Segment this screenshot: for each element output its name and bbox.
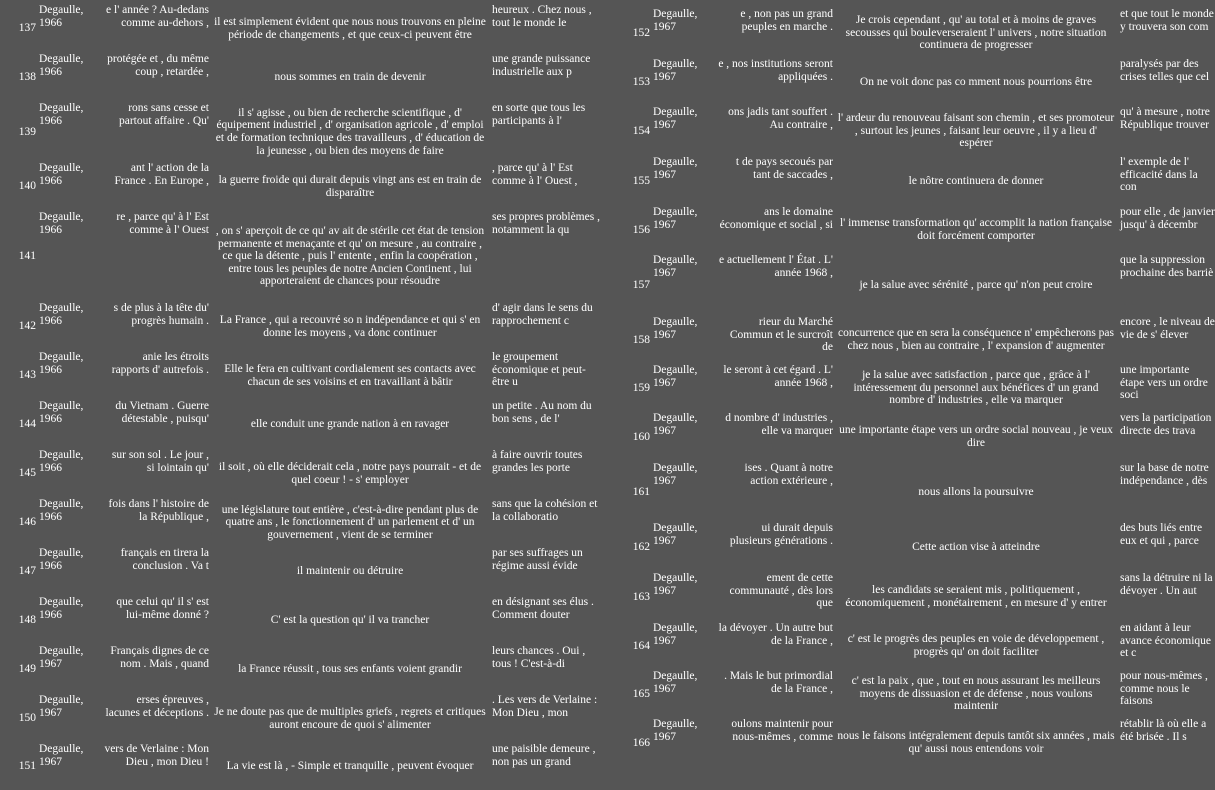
- concordance-row: [600, 718, 1207, 768]
- concordance-row: [600, 254, 1214, 316]
- left-context: ans le domaine économique et social , si: [719, 206, 833, 231]
- keyword-context: C' est la question qu' il va trancher: [270, 614, 430, 627]
- line-number: 138: [18, 71, 36, 84]
- line-number: 153: [632, 75, 650, 88]
- line-number: 162: [632, 540, 650, 553]
- concordance-row: [0, 743, 600, 790]
- concordance-row: [600, 156, 1202, 206]
- left-context: vers de Verlaine : Mon Dieu , mon Dieu !: [104, 743, 209, 768]
- concordance-row: [0, 596, 600, 645]
- left-context: ons jadis tant souffert . Au contraire ,: [728, 106, 833, 131]
- line-number: 156: [632, 223, 650, 236]
- left-context: . Mais le but primordial de la France ,: [724, 670, 833, 695]
- keyword-context: Cette action vise à atteindre: [912, 540, 1040, 553]
- concordance-row: [600, 462, 1209, 522]
- author-date: Degaulle, 1967: [653, 316, 698, 341]
- left-context: s de plus à la tête du' progrès humain .: [113, 302, 209, 327]
- keyword-context: la France réussit , tous ses enfants voient grandir: [238, 663, 462, 676]
- line-number: 137: [18, 22, 36, 35]
- line-number: 165: [632, 687, 650, 700]
- left-context: protégée et , du même coup , retardée ,: [107, 53, 209, 78]
- concordance-row: [600, 58, 1210, 106]
- left-context: d nombre d' industries , elle va marquer: [725, 412, 833, 437]
- right-context: des buts liés entre eux et qui , parce: [1120, 522, 1203, 547]
- concordance-row: [0, 351, 600, 400]
- line-number: 164: [632, 639, 650, 652]
- line-number: 152: [632, 26, 650, 39]
- keyword-context: une importante étape vers un ordre social nouveau , je veux dire: [839, 424, 1113, 449]
- left-context: t de pays secoués par tant de saccades ,: [735, 156, 833, 181]
- concordance-row: [0, 694, 600, 743]
- left-context: ises . Quant à notre action extérieure ,: [744, 462, 833, 487]
- author-date: Degaulle, 1966: [39, 211, 84, 236]
- left-context: français en tirera la conclusion . Va t: [120, 547, 209, 572]
- left-context: Français dignes de ce nom . Mais , quand: [110, 645, 209, 670]
- left-concordance-column: [0, 0, 600, 790]
- concordance-row: [600, 412, 1212, 462]
- right-context: vers la participation directe des trava: [1120, 412, 1212, 437]
- keyword-context: il maintenir ou détruire: [296, 565, 404, 578]
- keyword-context: l' ardeur du renouveau faisant son chemin , et ses promoteur , surtout les jeunes , faisant leur oeuvre , il y a lieu d' espérer: [837, 112, 1115, 150]
- keyword-context: une législature tout entière , c'est-à-dire pendant plus de quatre ans , le fonctionnement d' un parlement et d' un gouvernement , vient de se terminer: [221, 503, 479, 541]
- keyword-context: il est simplement évident que nous nous trouvons en pleine période de changements , et que ceux-ci peuvent être: [214, 15, 486, 41]
- left-context: e , nos institutions seront appliquées .: [718, 58, 833, 83]
- keyword-context: le nôtre continuera de donner: [908, 174, 1044, 187]
- concordance-row: [600, 8, 1214, 58]
- right-context: encore , le niveau de vie de s' élever: [1120, 316, 1215, 341]
- line-number: 163: [632, 590, 650, 603]
- right-context: , parce qu' à l' Est comme à l' Ouest ,: [492, 162, 578, 187]
- line-number: 141: [18, 250, 36, 263]
- right-context: pour elle , de janvier jusqu' à décembr: [1120, 206, 1215, 231]
- concordance-row: [600, 206, 1215, 254]
- right-context: que la suppression prochaine des barriè: [1120, 254, 1214, 279]
- concordance-row: [0, 102, 600, 162]
- line-number: 157: [632, 278, 650, 291]
- keyword-context: concurrence que en sera la conséquence n' empêcherons pas chez nous , bien au contraire , l' expansion d' augmenter: [837, 327, 1115, 352]
- keyword-context: c' est la paix , que , tout en nous assurant les meilleurs moyens de dissuasion et de défense , nous voulons maintenir: [851, 675, 1101, 713]
- left-context: e actuellement l' État . L' année 1968 ,: [719, 254, 833, 279]
- right-context: sans la détruire ni la dévoyer . Un aut: [1120, 572, 1213, 597]
- right-context: par ses suffrages un régime aussi évide: [492, 547, 583, 572]
- right-context: une importante étape vers un ordre soci: [1120, 364, 1208, 402]
- right-context: paralysés par des crises telles que cel: [1120, 58, 1210, 83]
- concordance-row: [600, 316, 1215, 364]
- keyword-context: il soit , où elle déciderait cela , notre pays pourrait - et de quel coeur ! - s' employer: [218, 460, 482, 486]
- right-context: d' agir dans le sens du rapprochement c: [492, 302, 593, 327]
- keyword-context: elle conduit une grande nation à en ravager: [250, 418, 450, 431]
- author-date: Degaulle, 1967: [653, 364, 698, 389]
- line-number: 139: [18, 125, 36, 138]
- keyword-context: l' immense transformation qu' accomplit la nation française doit forcément comporter: [839, 217, 1113, 242]
- keyword-context: la guerre froide qui durait depuis vingt ans est en train de disparaître: [218, 173, 482, 199]
- line-number: 142: [18, 320, 36, 333]
- right-context: heureux . Chez nous , tout le monde le: [492, 4, 592, 29]
- keyword-context: nous allons la poursuivre: [918, 485, 1034, 498]
- author-date: Degaulle, 1967: [653, 718, 698, 743]
- left-context: ement de cette communauté , dès lors que: [729, 572, 833, 610]
- author-date: Degaulle, 1966: [39, 351, 84, 376]
- concordance-row: [600, 622, 1211, 670]
- right-context: en sorte que tous les participants à l': [492, 102, 586, 127]
- author-date: Degaulle, 1967: [39, 694, 84, 719]
- left-context: e l' année ? Au-dedans comme au-dehors ,: [106, 4, 209, 29]
- author-date: Degaulle, 1967: [39, 645, 84, 670]
- left-context: ui durait depuis plusieurs générations .: [729, 522, 833, 547]
- right-context: rétablir là où elle a été brisée . Il s: [1120, 718, 1207, 743]
- line-number: 144: [18, 418, 36, 431]
- author-date: Degaulle, 1966: [39, 162, 84, 187]
- right-context: en désignant ses élus . Comment douter: [492, 596, 594, 621]
- author-date: Degaulle, 1967: [653, 462, 698, 487]
- left-context: que celui qu' il s' est lui-même donné ?: [116, 596, 209, 621]
- author-date: Degaulle, 1966: [39, 400, 84, 425]
- left-context: ant l' action de la France . En Europe ,: [114, 162, 209, 187]
- line-number: 147: [18, 565, 36, 578]
- author-date: Degaulle, 1967: [653, 156, 698, 181]
- right-context: leurs chances . Oui , tous ! C'est-à-di: [492, 645, 586, 670]
- line-number: 148: [18, 614, 36, 627]
- author-date: Degaulle, 1967: [653, 254, 698, 279]
- concordance-row: [0, 498, 600, 547]
- keyword-context: Je crois cependant , qu' au total et à moins de graves secousses qui bouleverseraient l' univers , notre situation continuera de progresser: [845, 14, 1107, 52]
- line-number: 160: [632, 430, 650, 443]
- concordance-row: [0, 162, 600, 211]
- concordance-row: [600, 572, 1213, 622]
- line-number: 159: [632, 381, 650, 394]
- left-context: la dévoyer . Un autre but de la France ,: [718, 622, 833, 647]
- author-date: Degaulle, 1967: [653, 58, 698, 83]
- line-number: 149: [18, 663, 36, 676]
- keyword-context: La vie est là , - Simple et tranquille , peuvent évoquer: [226, 760, 474, 773]
- line-number: 155: [632, 174, 650, 187]
- author-date: Degaulle, 1967: [653, 106, 698, 131]
- author-date: Degaulle, 1966: [39, 596, 84, 621]
- line-number: 151: [18, 760, 36, 773]
- concordance-row: [600, 522, 1202, 572]
- author-date: Degaulle, 1966: [39, 4, 84, 29]
- concordance-row: [600, 364, 1208, 412]
- author-date: Degaulle, 1967: [653, 622, 698, 647]
- left-context: oulons maintenir pour nous-mêmes , comme: [731, 718, 833, 743]
- concordance-row: [0, 302, 600, 351]
- author-date: Degaulle, 1967: [653, 206, 698, 231]
- line-number: 150: [18, 712, 36, 725]
- concordance-row: [0, 449, 600, 498]
- keyword-context: les candidats se seraient mis , politiquement , économiquement , monétairement , en mesure d' y entrer: [845, 584, 1107, 609]
- right-context: à faire ouvrir toutes grandes les porte: [492, 449, 583, 474]
- author-date: Degaulle, 1967: [39, 743, 84, 768]
- right-context: le groupement économique et peut-être u: [492, 351, 586, 389]
- line-number: 146: [18, 516, 36, 529]
- concordance-row: [0, 400, 600, 449]
- concordance-row: [600, 670, 1208, 718]
- right-context: sur la base de notre indépendance , dès: [1120, 462, 1209, 487]
- keyword-context: c' est le progrès des peuples en voie de développement , progrès qu' on doit faciliter: [847, 633, 1105, 658]
- left-context: fois dans l' histoire de la République ,: [108, 498, 209, 523]
- keyword-context: nous sommes en train de devenir: [274, 71, 426, 84]
- right-context: . Les vers de Verlaine : Mon Dieu , mon: [492, 694, 598, 719]
- right-context: une grande puissance industrielle aux p: [492, 53, 591, 78]
- author-date: Degaulle, 1966: [39, 102, 84, 127]
- line-number: 140: [18, 180, 36, 193]
- author-date: Degaulle, 1967: [653, 572, 698, 597]
- author-date: Degaulle, 1966: [39, 53, 84, 78]
- left-context: re , parce qu' à l' Est comme à l' Ouest: [116, 211, 209, 236]
- keyword-context: , on s' aperçoit de ce qu' av ait de stérile cet état de tension permanente et menaçante et qu' on mesure , au contraire , ce que la détente , puis l' entente , enfin la coopération , entre tous les peuples de notre Ancien Continent , lui apporteraient de chances pour résoudre: [215, 225, 485, 288]
- keyword-context: je la salue avec sérénité , parce qu' n'on peut croire: [859, 278, 1093, 291]
- line-number: 158: [632, 333, 650, 346]
- author-date: Degaulle, 1967: [653, 412, 698, 437]
- author-date: Degaulle, 1967: [653, 522, 698, 547]
- keyword-context: nous le faisons intégralement depuis tantôt six années , mais qu' aussi nous entendons voir: [837, 730, 1115, 755]
- author-date: Degaulle, 1966: [39, 449, 84, 474]
- line-number: 166: [632, 736, 650, 749]
- right-context: qu' à mesure , notre République trouver: [1120, 106, 1210, 131]
- keyword-context: il s' agisse , ou bien de recherche scientifique , d' équipement industriel , d' organisation agricole , d' emploi et de formation technique des travailleurs , d' éducation de la jeunesse , ou bien des moyens de faire: [215, 106, 485, 157]
- keyword-context: je la salue avec satisfaction , parce que , grâce à l' intéressement du personnel aux bénéfices d' un grand nombre d' industries , elle va marquer: [853, 369, 1099, 407]
- concordance-row: [0, 53, 600, 102]
- right-context: et que tout le monde y trouvera son com: [1120, 8, 1214, 33]
- author-date: Degaulle, 1966: [39, 547, 84, 572]
- keyword-context: On ne voit donc pas co mment nous pourrions être: [859, 75, 1093, 88]
- author-date: Degaulle, 1967: [653, 670, 698, 695]
- line-number: 154: [632, 124, 650, 137]
- right-context: une paisible demeure , non pas un grand: [492, 743, 596, 768]
- left-context: rons sans cesse et partout affaire . Qu': [119, 102, 209, 127]
- author-date: Degaulle, 1967: [653, 8, 698, 33]
- right-context: l' exemple de l' efficacité dans la con: [1120, 156, 1198, 194]
- right-context: pour nous-mêmes , comme nous le faisons: [1120, 670, 1208, 708]
- concordance-row: [0, 547, 600, 596]
- author-date: Degaulle, 1966: [39, 302, 84, 327]
- left-context: erses épreuves , lacunes et déceptions .: [105, 694, 209, 719]
- right-context: ses propres problèmes , notamment la qu: [492, 211, 600, 236]
- concordance-row: [0, 645, 600, 694]
- left-context: le seront à cet égard . L' année 1968 ,: [723, 364, 833, 389]
- keyword-context: Je ne doute pas que de multiples griefs , regrets et critiques auront encoure de quoi s' alimenter: [214, 705, 486, 731]
- line-number: 145: [18, 467, 36, 480]
- concordance-row: [0, 211, 600, 302]
- line-number: 143: [18, 369, 36, 382]
- concordance-row: [0, 4, 600, 53]
- left-context: rieur du Marché Commun et le surcroît de: [729, 316, 833, 354]
- author-date: Degaulle, 1966: [39, 498, 84, 523]
- right-context: en aidant à leur avance économique et c: [1120, 622, 1211, 660]
- concordance-row: [600, 106, 1210, 156]
- right-concordance-column: [600, 0, 1215, 790]
- keyword-context: La France , qui a recouvré so n indépendance et qui s' en donne les moyens , va donc continuer: [219, 313, 481, 339]
- right-context: sans que la cohésion et la collaboratio: [492, 498, 598, 523]
- keyword-context: Elle le fera en cultivant cordialement ses contacts avec chacun de ses voisins et en travaillant à bâtir: [224, 362, 476, 388]
- line-number: 161: [632, 485, 650, 498]
- right-context: un petite . Au nom du bon sens , de l': [492, 400, 592, 425]
- left-context: e , non pas un grand peuples en marche .: [740, 8, 833, 33]
- left-context: sur son sol . Le jour , si lointain qu': [111, 449, 209, 474]
- left-context: anie les étroits rapports d' autrefois .: [111, 351, 209, 376]
- left-context: du Vietnam . Guerre détestable , puisqu': [115, 400, 209, 425]
